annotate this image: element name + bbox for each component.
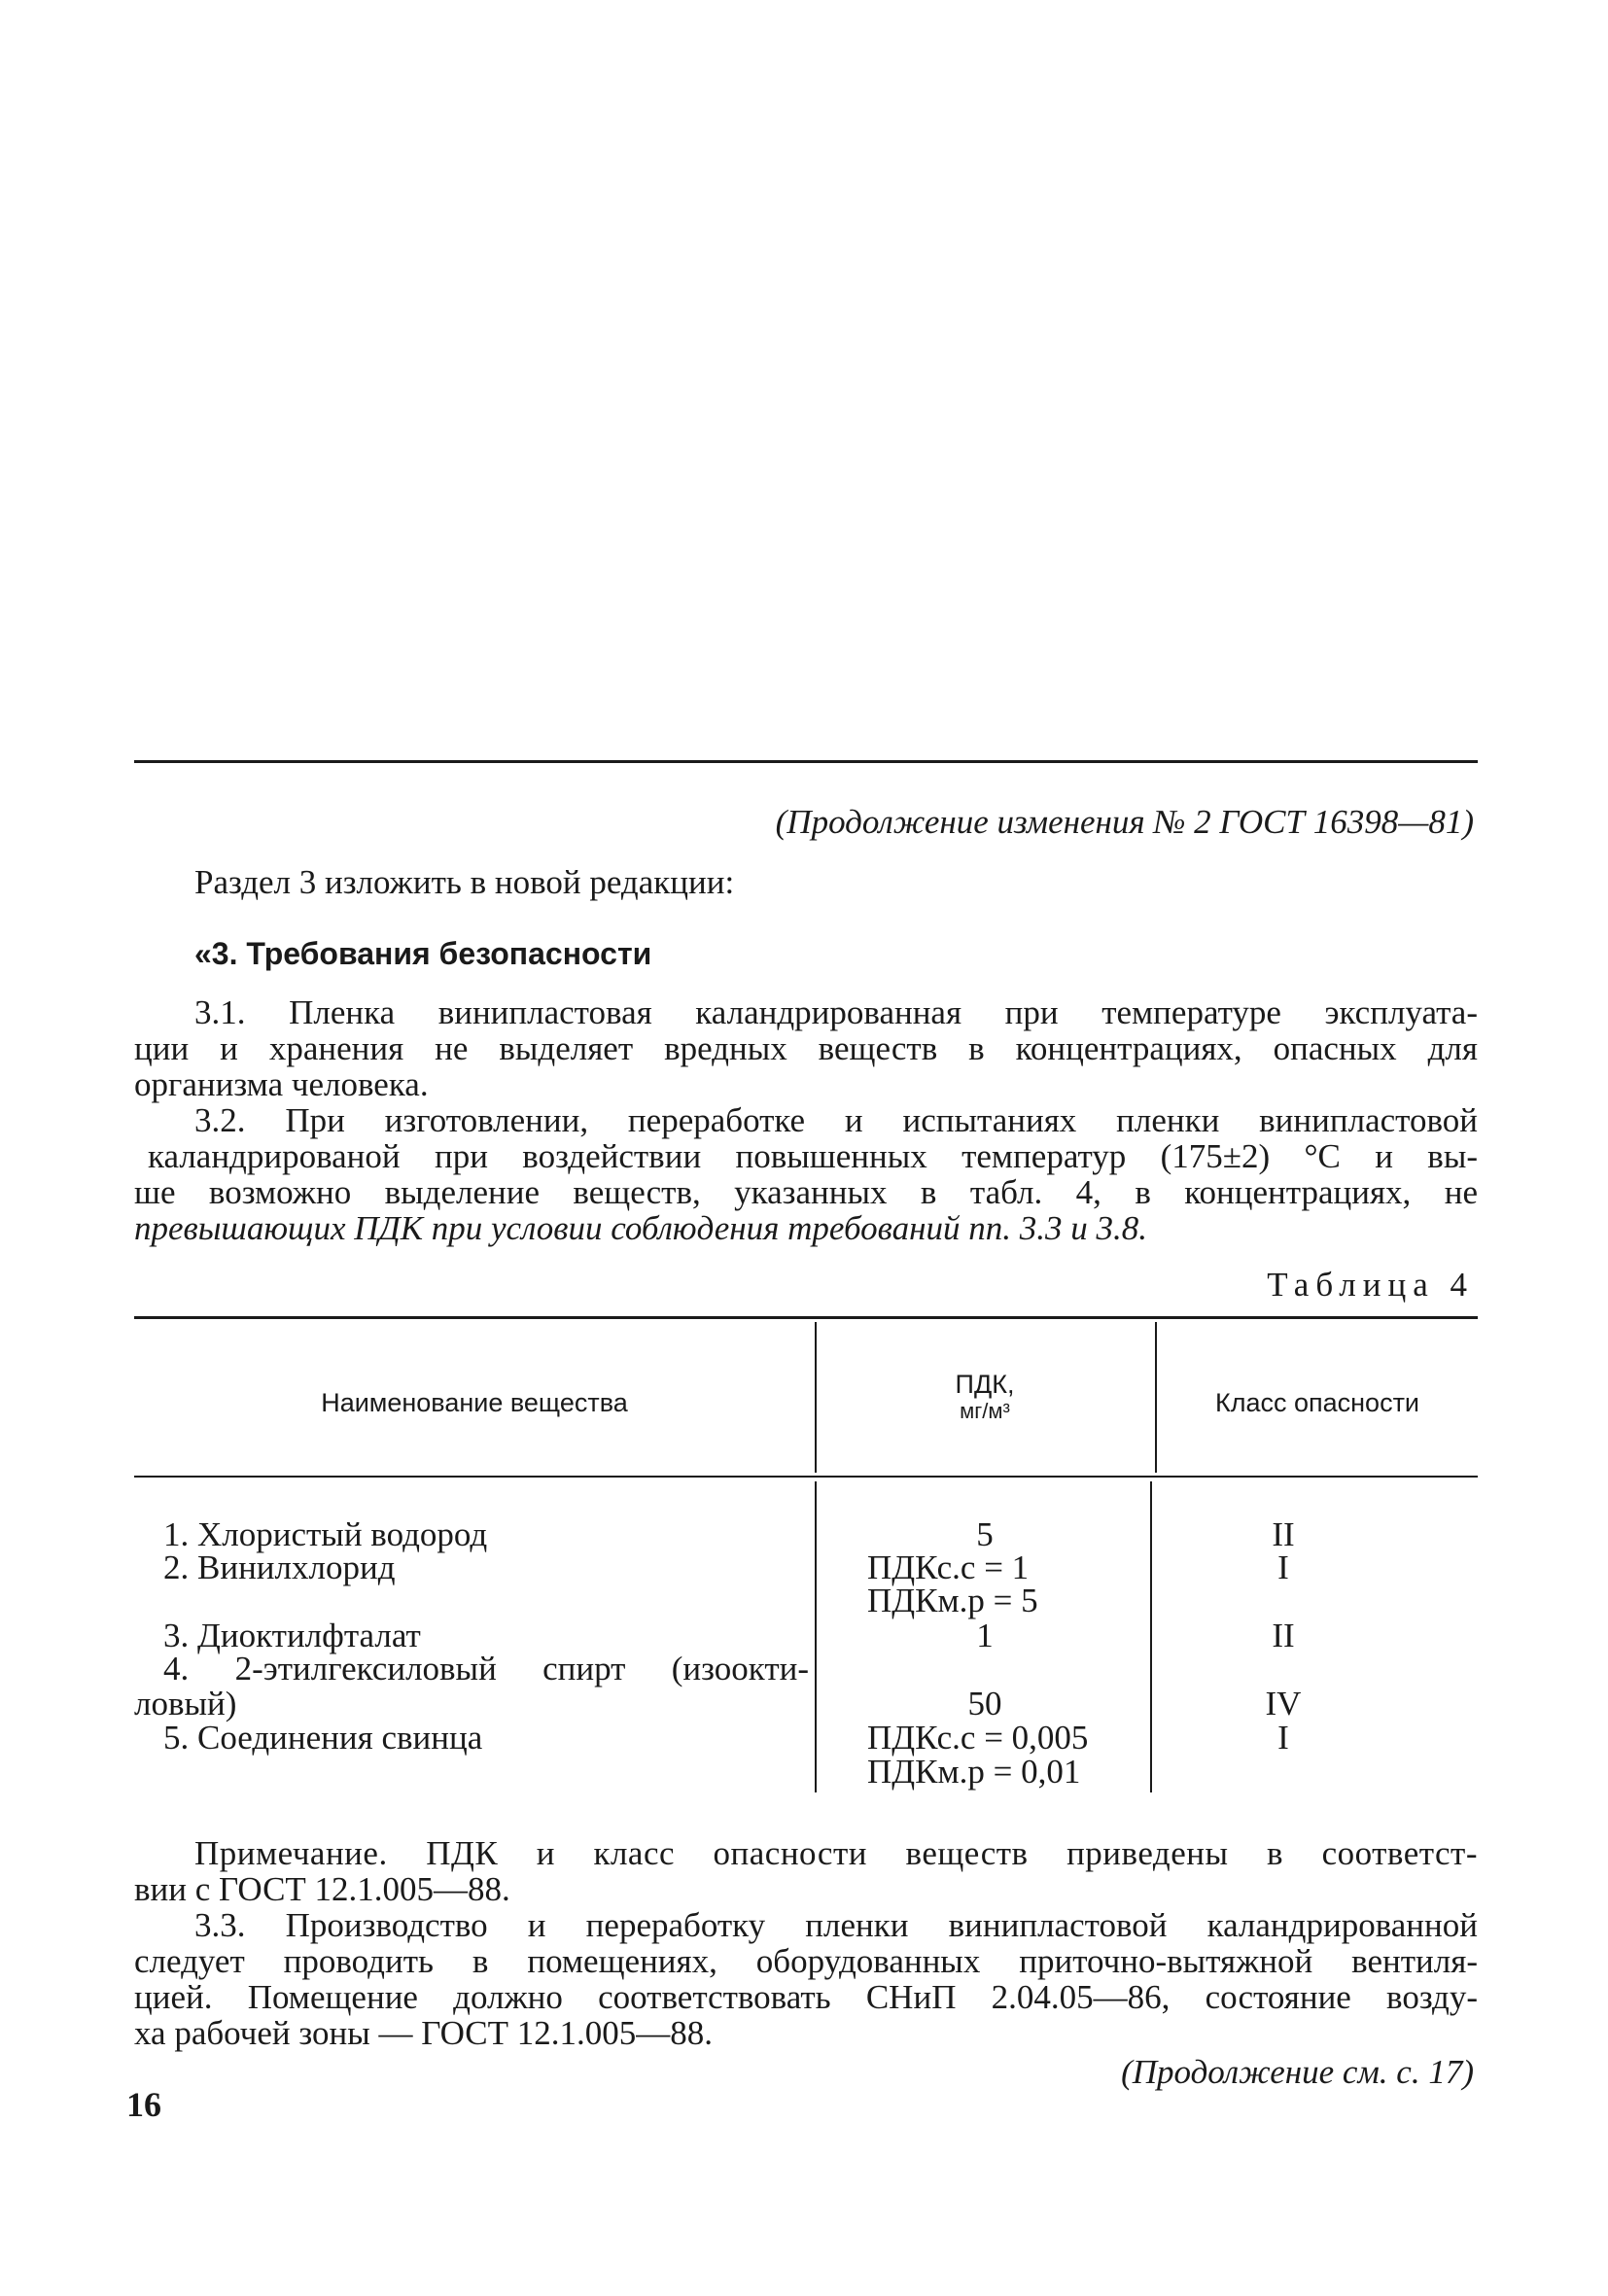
row-2b-pdk: ПДКм.р = 5 <box>867 1582 1038 1619</box>
row-3-name: 3. Диоктилфталат <box>163 1617 421 1654</box>
row-2-name: 2. Винилхлорид <box>163 1548 396 1586</box>
note-line-2: вии с ГОСТ 12.1.005—88. <box>134 1870 510 1908</box>
table-caption: Таблица 4 <box>1267 1266 1474 1304</box>
row-4-hazard: IV <box>1265 1685 1302 1722</box>
para-3-2-line-1: 3.2. При изготовлении, переработке и испытаниях пленки винипластовой <box>194 1101 1478 1139</box>
row-5-name: 5. Соединения свинца <box>163 1719 483 1757</box>
row-2-pdk: ПДКс.с = 1 <box>867 1548 1030 1586</box>
row-5-hazard: I <box>1277 1719 1289 1757</box>
para-3-3-line-4: ха рабочей зоны — ГОСТ 12.1.005—88. <box>134 2014 714 2052</box>
para-3-2-line-3: ше возможно выделение веществ, указанных в табл. 4, в концентрациях, не <box>134 1173 1478 1211</box>
row-5b-pdk: ПДКм.р = 0,01 <box>867 1753 1081 1791</box>
row-1-pdk: 5 <box>976 1515 994 1553</box>
row-2-hazard: I <box>1277 1548 1289 1586</box>
para-3-2-line-4: превышающих ПДК при условии соблюдения требований пп. 3.3 и 3.8. <box>134 1209 1147 1247</box>
section-intro: Раздел 3 изложить в новой редакции: <box>194 863 735 901</box>
continuation-header: (Продолжение изменения № 2 ГОСТ 16398—81) <box>775 803 1474 841</box>
row-3-hazard: II <box>1272 1617 1295 1654</box>
page-number: 16 <box>126 2085 161 2124</box>
para-3-1-line-2: ции и хранения не выделяет вредных веществ в концентрациях, опасных для <box>134 1029 1478 1067</box>
note-line-1: Примечание. ПДК и класс опасности веществ приведены в соответст- <box>194 1834 1478 1872</box>
row-3-pdk: 1 <box>976 1617 994 1654</box>
row-5-pdk: ПДКс.с = 0,005 <box>867 1719 1089 1757</box>
top-rule <box>134 760 1478 763</box>
para-3-3-line-3: цией. Помещение должно соответствовать СНиП 2.04.05—86, состояние возду- <box>134 1978 1478 2016</box>
header-pdk-label: ПДК, <box>955 1370 1015 1399</box>
row-4-name: 4. 2-этилгексиловый спирт (изоокти- <box>163 1650 809 1687</box>
para-3-1-line-3: организма человека. <box>134 1065 429 1103</box>
row-4-pdk: 50 <box>967 1685 1002 1722</box>
section-heading: «3. Требования безопасности <box>194 936 652 971</box>
para-3-1-line-1: 3.1. Пленка винипластовая каландрированная при температуре эксплуата- <box>194 993 1478 1031</box>
header-pdk <box>817 1371 1153 1425</box>
header-name: Наименование вещества <box>321 1388 628 1417</box>
table-header-rule <box>134 1476 1478 1478</box>
para-3-2-line-2: каландрированой при воздействии повышенных температур (175±2) °С и вы- <box>148 1137 1478 1175</box>
row-1-hazard: II <box>1272 1515 1295 1553</box>
para-3-3-line-1: 3.3. Производство и переработку пленки винипластовой каландрированной <box>194 1906 1478 1944</box>
header-pdk-unit: мг/м³ <box>960 1399 1010 1423</box>
row-4b-name: ловый) <box>134 1685 237 1722</box>
continuation-footer: (Продолжение см. с. 17) <box>1121 2053 1474 2091</box>
header-hazard: Класс опасности <box>1214 1388 1420 1417</box>
para-3-3-line-2: следует проводить в помещениях, оборудованных приточно-вытяжной вентиля- <box>134 1942 1478 1980</box>
row-1-name: 1. Хлористый водород <box>163 1515 488 1553</box>
table-top-rule <box>134 1316 1478 1319</box>
